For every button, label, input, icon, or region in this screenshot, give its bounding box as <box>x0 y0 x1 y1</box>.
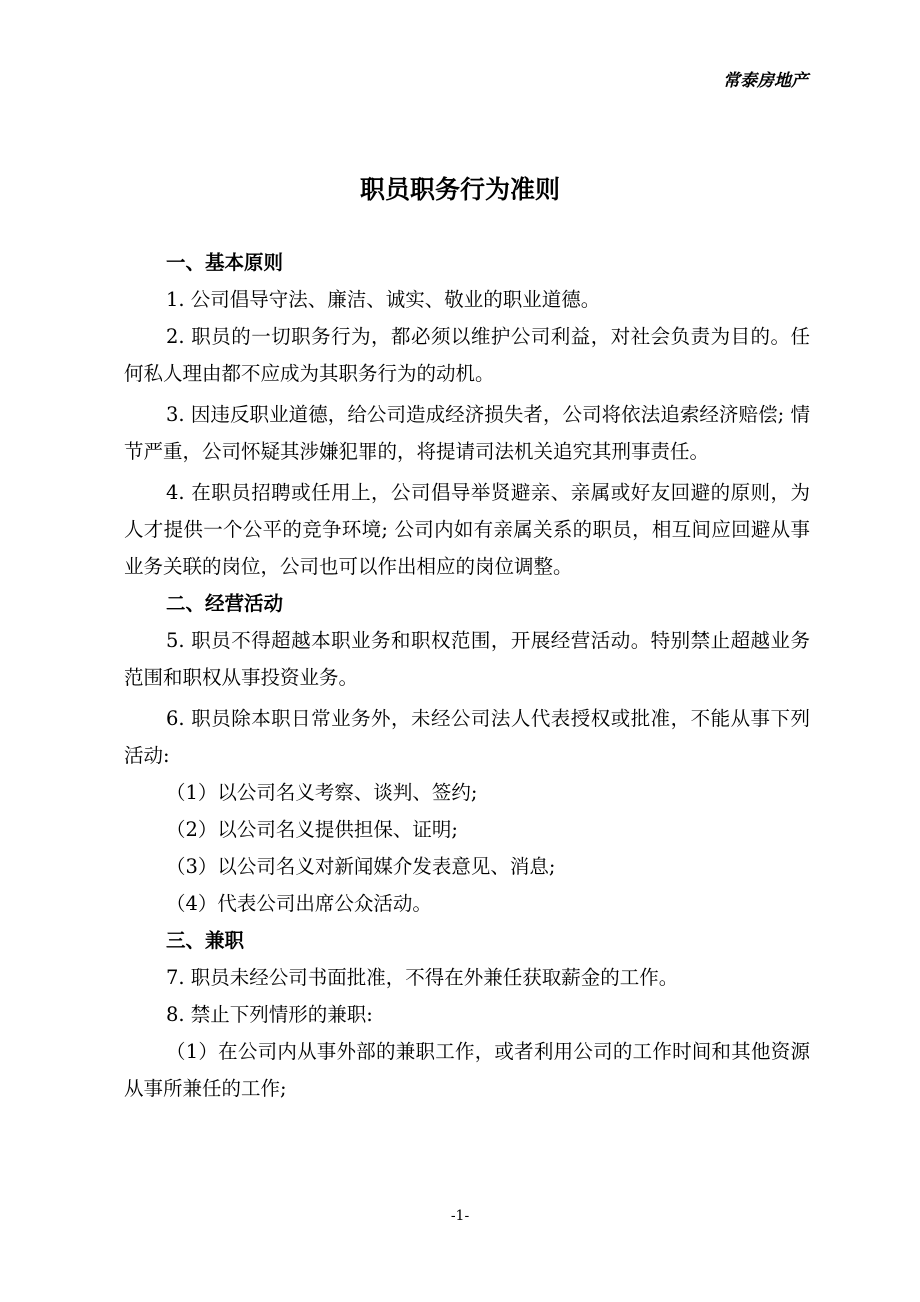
paragraph-1: 1. 公司倡导守法、廉洁、诚实、敬业的职业道德。 <box>166 288 601 311</box>
list-item-6-1: （1）以公司名义考察、谈判、签约; <box>166 781 478 804</box>
paragraph-7: 7. 职员未经公司书面批准，不得在外兼任获取薪金的工作。 <box>166 966 679 989</box>
paragraph-5: 5. 职员不得超越本职业务和职权范围，开展经营活动。特别禁止超越业务范围和职权从事投资业务。 <box>124 629 810 689</box>
document-body <box>124 244 810 1107</box>
document-title: 职员职务行为准则 <box>359 175 560 204</box>
list-item-6-2: （2）以公司名义提供担保、证明; <box>166 818 458 841</box>
paragraph-6: 6. 职员除本职日常业务外，未经公司法人代表授权或批准，不能从事下列活动: <box>124 707 810 767</box>
paragraph-3: 3. 因违反职业道德，给公司造成经济损失者，公司将依法追索经济赔偿; 情节严重，公司怀疑其涉嫌犯罪的，将提请司法机关追究其刑事责任。 <box>124 403 810 463</box>
list-item-8-1: （1）在公司内从事外部的兼职工作，或者利用公司的工作时间和其他资源从事所兼任的工作; <box>124 1040 810 1100</box>
section-heading-part-time-jobs: 三、兼职 <box>166 929 245 952</box>
list-item-6-4: （4）代表公司出席公众活动。 <box>166 892 432 915</box>
page-number: -1- <box>450 1208 470 1224</box>
paragraph-8: 8. 禁止下列情形的兼职: <box>166 1003 373 1026</box>
section-heading-basic-principles: 一、基本原则 <box>166 251 284 274</box>
paragraph-2: 2. 职员的一切职务行为，都必须以维护公司利益，对社会负责为目的。任何私人理由都不应成为其职务行为的动机。 <box>124 325 810 385</box>
section-heading-business-activities: 二、经营活动 <box>166 592 284 615</box>
header-company-name: 常泰房地产 <box>723 71 808 91</box>
paragraph-4: 4. 在职员招聘或任用上，公司倡导举贤避亲、亲属或好友回避的原则，为人才提供一个公平的竞争环境; 公司内如有亲属关系的职员，相互间应回避从事业务关联的岗位，公司也可以作出相应的岗位调整。 <box>124 481 810 578</box>
list-item-6-3: （3）以公司名义对新闻媒介发表意见、消息; <box>166 855 556 878</box>
